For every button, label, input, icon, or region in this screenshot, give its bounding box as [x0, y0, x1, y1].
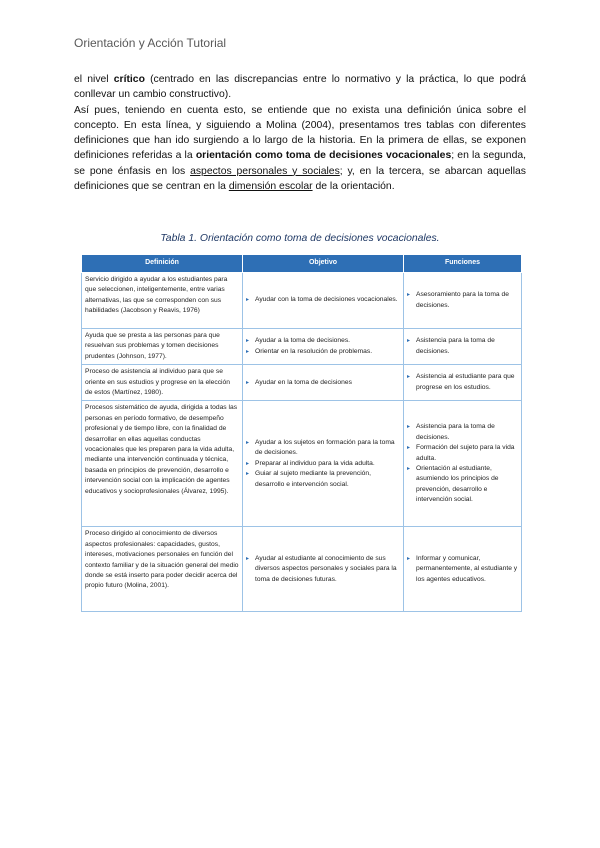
definition-cell: Procesos sistemático de ayuda, dirigida a todas las personas en período formativo, de desempeño profesional y de tiempo libre, con la finalidad de desarrollar en ellas aquellas conductas vocacionales que les preparen para la vida adulta, mediante una intervención continuada y técnica, basada en principios de prevención, desarrollo e intervención social con la implicación de agentes educativos y socioprofesionales (Álvarez, 1995). [82, 401, 243, 527]
list-item-text: Guiar al sujeto mediante la prevención, desarrollo e intervención social. [255, 470, 371, 488]
funciones-cell [404, 527, 522, 612]
list-item-text: Asistencia al estudiante para que progrese en los estudios. [416, 373, 515, 391]
definitions-table [81, 254, 522, 612]
header-funciones: Funciones [404, 255, 522, 273]
bullet-icon: ▸ [246, 555, 250, 562]
bullet-icon: ▸ [246, 348, 250, 355]
list-item [407, 290, 518, 311]
bullet-icon: ▸ [246, 297, 250, 304]
list-item [407, 443, 518, 464]
list-item [407, 422, 518, 443]
header-objetivo: Objetivo [243, 255, 404, 273]
funciones-list [407, 336, 518, 357]
funciones-list [407, 290, 518, 311]
bullet-icon: ▸ [246, 338, 250, 345]
objetivo-list [246, 438, 400, 490]
funciones-cell [404, 329, 522, 365]
objetivo-cell [243, 365, 404, 401]
table-row [82, 401, 522, 527]
list-item [246, 459, 400, 469]
list-item-text: Asistencia para la toma de decisiones. [416, 423, 495, 441]
funciones-list [407, 554, 518, 585]
objetivo-cell [243, 401, 404, 527]
list-item [407, 372, 518, 393]
funciones-cell [404, 401, 522, 527]
table-row [82, 273, 522, 329]
bullet-icon: ▸ [246, 439, 250, 446]
bullet-icon: ▸ [407, 445, 411, 452]
list-item [407, 336, 518, 357]
list-item-text: Formación del sujeto para la vida adulta. [416, 444, 515, 462]
list-item-text: Ayudar a los sujetos en formación para la toma de decisiones. [255, 438, 395, 457]
bullet-icon: ▸ [246, 460, 250, 467]
list-item [407, 554, 518, 585]
list-item-text: Orientar en la resolución de problemas. [255, 347, 373, 355]
bullet-icon: ▸ [407, 292, 411, 299]
bullet-icon: ▸ [246, 471, 250, 478]
objetivo-list [246, 336, 400, 357]
bullet-icon: ▸ [246, 379, 250, 386]
objetivo-list [246, 295, 400, 305]
definition-cell: Servicio dirigido a ayudar a los estudiantes para que seleccionen, inteligentemente, entre varias alternativas, las que se corresponden con sus habilidades (Jacobson y Reavis, 1976) [82, 273, 243, 329]
list-item [246, 438, 400, 459]
list-item-text: Informar y comunicar, permanentemente, al estudiante y los agentes educativos. [416, 554, 518, 583]
funciones-cell [404, 273, 522, 329]
table-caption: Tabla 1. Orientación como toma de decisiones vocacionales. [160, 233, 440, 244]
list-item [246, 336, 400, 346]
table-row [82, 365, 522, 401]
list-item-text: Ayudar al estudiante al conocimiento de sus diversos aspectos personales y sociales para la toma de decisiones futuras. [255, 554, 397, 583]
header-definicion: Definición [82, 255, 243, 273]
paragraph-2: Así pues, teniendo en cuenta esto, se entiende que no exista una definición única sobre el concepto. En esta línea, y siguiendo a Molina (2004), presentamos tres tablas con diferentes definiciones que han ido surgiendo a lo largo de la historia. En la primera de ellas, se exponen definiciones referidas a la orientación como toma de decisiones vocacionales; en la segunda, se pone énfasis en los aspectos personales y sociales; y, en la tercera, se abarcan aquellas definiciones que se centran en la dimensión escolar de la orientación. [74, 104, 527, 193]
objetivo-list [246, 554, 400, 585]
running-header: Orientación y Acción Tutorial [74, 36, 227, 50]
bullet-icon: ▸ [407, 555, 411, 562]
list-item-text: Asistencia para la toma de decisiones. [416, 337, 495, 355]
definition-cell: Proceso de asistencia al individuo para que se oriente en sus estudios y progrese en la elección de estos (Martínez, 1980). [82, 365, 243, 401]
list-item [407, 464, 518, 506]
list-item-text: Ayudar en la toma de decisiones [255, 378, 352, 386]
table-header-row [82, 255, 522, 273]
bullet-icon: ▸ [407, 424, 411, 431]
funciones-list [407, 372, 518, 393]
body-text [74, 72, 526, 194]
list-item-text: Asesoramiento para la toma de decisiones. [416, 291, 509, 309]
bullet-icon: ▸ [407, 465, 411, 472]
list-item-text: Preparar al individuo para la vida adulta. [255, 459, 375, 467]
list-item [246, 295, 400, 305]
objetivo-cell [243, 527, 404, 612]
list-item [246, 347, 400, 357]
list-item-text: Orientación al estudiante, asumiendo los principios de prevención, desarrollo e intervención social. [416, 464, 499, 504]
bullet-icon: ▸ [407, 338, 411, 345]
funciones-cell [404, 365, 522, 401]
list-item-text: Ayudar con la toma de decisiones vocacionales. [255, 296, 398, 304]
table-row [82, 527, 522, 612]
objetivo-cell [243, 273, 404, 329]
funciones-list [407, 422, 518, 505]
paragraph-1: el nivel crítico (centrado en las discrepancias entre lo normativo y la práctica, lo que podrá conllevar un cambio constructivo). [74, 74, 526, 101]
list-item [246, 554, 400, 585]
list-item-text: Ayudar a la toma de decisiones. [255, 337, 351, 345]
definition-cell: Ayuda que se presta a las personas para que resuelvan sus problemas y tomen decisiones prudentes (Johnson, 1977). [82, 329, 243, 365]
objetivo-cell [243, 329, 404, 365]
definition-cell: Proceso dirigido al conocimiento de diversos aspectos profesionales: capacidades, gustos, intereses, motivaciones personales en función del contexto familiar y de la situación general del medio donde se está inserto para poder decidir acerca del propio futuro (Molina, 2001). [82, 527, 243, 612]
table-row [82, 329, 522, 365]
list-item [246, 469, 400, 490]
objetivo-list [246, 378, 400, 388]
bullet-icon: ▸ [407, 374, 411, 381]
list-item [246, 378, 400, 388]
